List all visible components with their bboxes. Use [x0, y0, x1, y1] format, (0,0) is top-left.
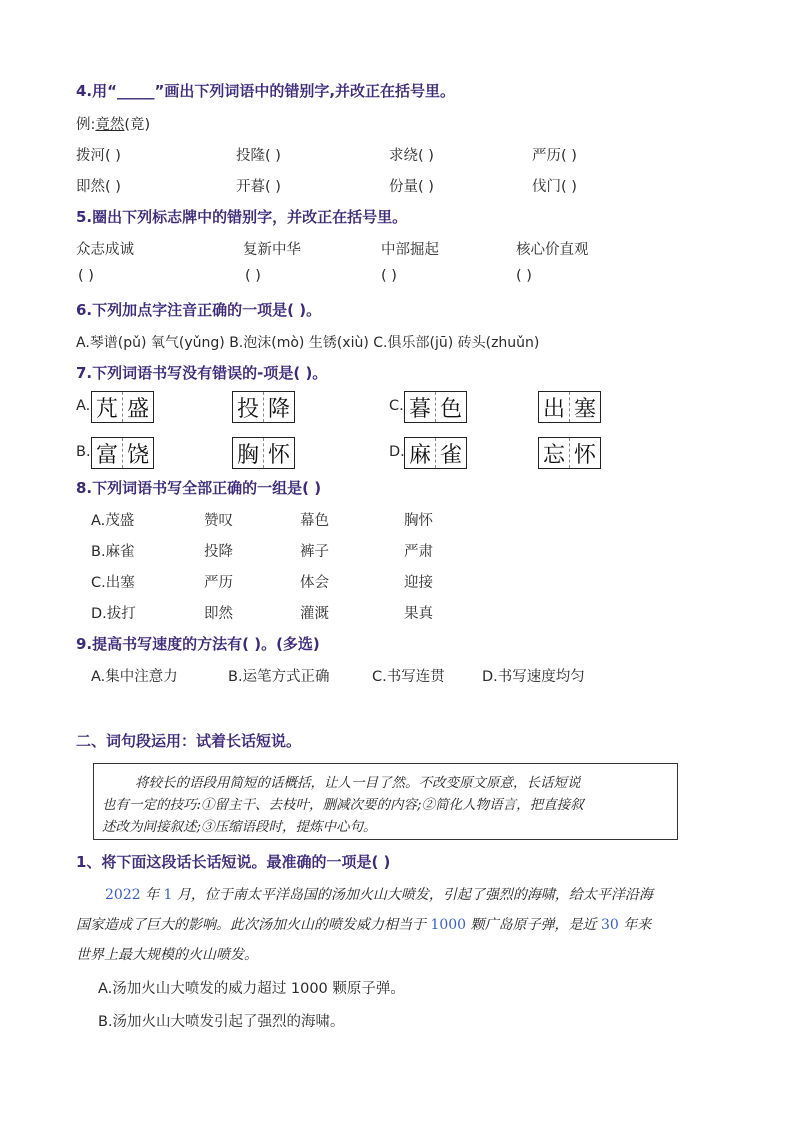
- q6-options: A.琴谱(pǔ) 氧气(yǔng) B.泡沫(mò) 生锈(xiù) C.俱乐部(jū) 砖头(zhuǔn): [76, 335, 540, 351]
- q8-cell: 即然: [204, 606, 233, 622]
- text: 月，位于南太平洋岛国的汤加火山大喷发，引起了强烈的海啸，给太平洋沿海: [176, 887, 653, 903]
- example-paren: (竟): [124, 117, 151, 133]
- char-cell: 芃: [95, 396, 118, 422]
- q8-cell: D.拔打: [91, 606, 136, 622]
- s2q1-option-b: B.汤加火山大喷发引起了强烈的海啸。: [98, 1014, 345, 1030]
- example-word: 竟然: [95, 117, 125, 133]
- word-box: [91, 437, 154, 469]
- passage-line: [105, 884, 653, 904]
- char-cell: 雀: [435, 438, 466, 468]
- q5-blank: ( ): [381, 268, 397, 284]
- q4-item: 拨河( ): [76, 148, 121, 164]
- q8-cell: 迎接: [404, 575, 433, 591]
- text: 国家造成了巨大的影响。此次汤加火山的喷发威力相当于: [76, 917, 426, 933]
- word-box: [232, 437, 295, 469]
- q4-title: 4.用“_____”画出下列词语中的错别字,并改正在括号里。: [76, 82, 456, 100]
- q8-cell: 果真: [404, 606, 433, 622]
- q4-item: 份量( ): [389, 179, 434, 195]
- q9-option: B.运笔方式正确: [228, 669, 330, 685]
- q8-cell: C.出塞: [91, 575, 135, 591]
- q8-cell: 严历: [204, 575, 233, 591]
- char-cell: 盛: [122, 392, 153, 422]
- q7-title: 7.下列词语书写没有错误的-项是( )。: [76, 364, 328, 382]
- s2q1-option-a: A.汤加火山大喷发的威力超过 1000 颗原子弹。: [98, 981, 405, 997]
- char-cell: 暮: [408, 396, 431, 422]
- tip-line: 述改为间接叙述;③压缩语段时，提炼中心句。: [102, 819, 377, 835]
- q8-cell: 体会: [300, 575, 329, 591]
- q4-item: 即然( ): [76, 179, 121, 195]
- char-cell: 塞: [569, 392, 600, 422]
- char-cell: 忘: [542, 442, 565, 468]
- word-box: [538, 391, 601, 423]
- q8-title: 8.下列词语书写全部正确的一组是( ): [76, 479, 322, 497]
- q8-cell: B.麻雀: [91, 544, 135, 560]
- q4-example: [76, 113, 150, 134]
- tip-line: 也有一定的技巧:①留主干、去枝叶，删减次要的内容;②简化人物语言，把直接叙: [102, 797, 584, 813]
- q9-option: D.书写速度均匀: [482, 669, 585, 685]
- word-box: [91, 391, 154, 423]
- word-box: [404, 391, 467, 423]
- number: 1000: [430, 917, 467, 933]
- char-cell: 富: [95, 442, 118, 468]
- q8-cell: A.茂盛: [91, 513, 135, 529]
- example-prefix: 例:: [76, 117, 96, 133]
- text: 世界上最大规模的火山喷发。: [76, 947, 258, 963]
- q5-blank: ( ): [516, 268, 532, 284]
- q5-sign: 核心价直观: [516, 242, 589, 258]
- q5-blank: ( ): [245, 268, 261, 284]
- q9-option: C.书写连贯: [372, 669, 445, 685]
- section2-title: 二、词句段运用：试着长话短说。: [76, 732, 302, 750]
- q9-option: A.集中注意力: [91, 669, 178, 685]
- q5-sign: 复新中华: [243, 242, 301, 258]
- char-cell: 色: [435, 392, 466, 422]
- word-box: [232, 391, 295, 423]
- q7-label-b: B.: [76, 444, 91, 460]
- q4-item: 严历( ): [532, 148, 577, 164]
- q5-title: 5.圈出下列标志牌中的错别字，并改正在括号里。: [76, 208, 408, 226]
- char-cell: 出: [542, 396, 565, 422]
- char-cell: 麻: [408, 442, 431, 468]
- q8-cell: 裤子: [300, 544, 329, 560]
- number: 30: [601, 917, 619, 933]
- q8-cell: 投降: [204, 544, 233, 560]
- word-box: [538, 437, 601, 469]
- passage-line: [76, 914, 651, 934]
- q8-cell: 幕色: [300, 513, 329, 529]
- q8-cell: 灌溉: [300, 606, 329, 622]
- s2q1-title: 1、将下面这段话长话短说。最准确的一项是( ): [76, 853, 391, 871]
- char-cell: 怀: [263, 438, 294, 468]
- passage-line: [76, 944, 258, 964]
- char-cell: 胸: [236, 442, 259, 468]
- q5-sign: 中部掘起: [381, 242, 439, 258]
- text: 颗广岛原子弹，是近: [470, 917, 597, 933]
- month: 1: [163, 887, 173, 903]
- q5-sign: 众志成诚: [76, 242, 134, 258]
- char-cell: 饶: [122, 438, 153, 468]
- text: 年: [145, 887, 160, 903]
- q9-title: 9.提高书写速度的方法有( )。(多选): [76, 635, 320, 653]
- q7-label-a: A.: [76, 398, 91, 414]
- q5-blank: ( ): [78, 268, 94, 284]
- q8-cell: 严肃: [404, 544, 433, 560]
- q6-title: 6.下列加点字注音正确的一项是( )。: [76, 301, 322, 319]
- q4-item: 开暮( ): [236, 179, 281, 195]
- q4-item: 求绕( ): [389, 148, 434, 164]
- q7-label-d: D.: [389, 444, 405, 460]
- tip-line: 将较长的语段用简短的话概括，让人一目了然。不改变原文原意，长话短说: [135, 775, 581, 791]
- q7-label-c: C.: [389, 398, 404, 414]
- char-cell: 降: [263, 392, 294, 422]
- q8-cell: 赞叹: [204, 513, 233, 529]
- word-box: [404, 437, 467, 469]
- q8-cell: 胸怀: [404, 513, 433, 529]
- char-cell: 投: [236, 396, 259, 422]
- q4-item: 投隆( ): [236, 148, 281, 164]
- text: 年来: [623, 917, 652, 933]
- char-cell: 怀: [569, 438, 600, 468]
- year: 2022: [105, 887, 141, 903]
- q4-item: 伐门( ): [532, 179, 577, 195]
